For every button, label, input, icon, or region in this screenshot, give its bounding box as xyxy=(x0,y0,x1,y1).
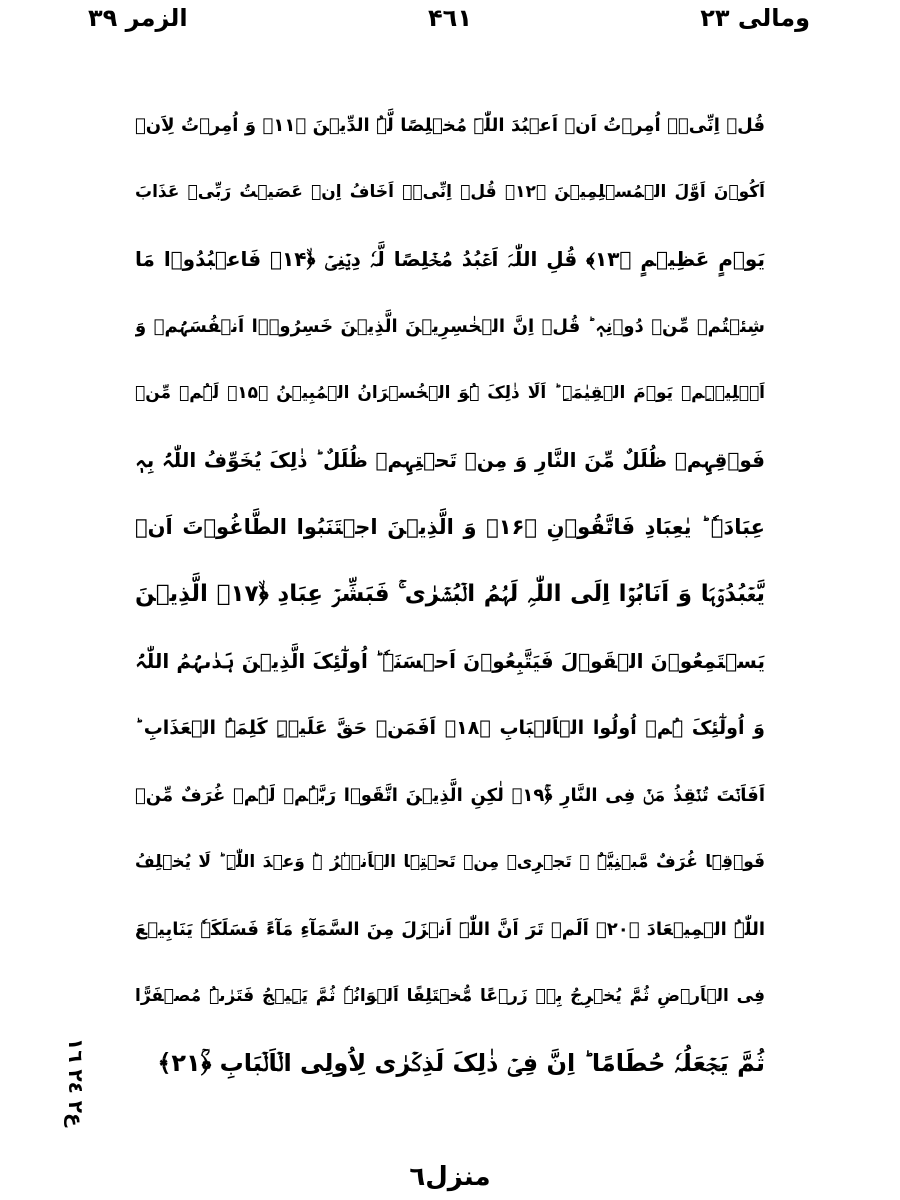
quran-text-block xyxy=(135,92,765,1097)
verse-line: وَ اُولٰٓئِکَ ہُمۡ اُولُوا الۡاَلۡبَابِ ﴿۱۸﴾ اَفَمَنۡ حَقَّ عَلَیۡہِ کَلِمَۃُ الۡعَذَابِ ؕ xyxy=(135,717,765,739)
verse-line: یَوۡمٍ عَظِیۡمٍ ﴿۱۳﴾ قُلِ اللّٰہَ اَعۡبُدُ مُخۡلِصًا لَّہٗ دِیۡنِیۡ ﴿ۙ۱۴﴾ فَاعۡبُدُوۡا مَا xyxy=(135,247,765,271)
verse-line: اللّٰہُ الۡمِیۡعَادَ ﴿۲۰﴾ اَلَمۡ تَرَ اَنَّ اللّٰہَ اَنۡزَلَ مِنَ السَّمَآءِ مَآءً فَسَلَکَہٗ یَنَابِیۡعَ xyxy=(135,919,765,940)
verse-line: یَسۡتَمِعُوۡنَ الۡقَوۡلَ فَیَتَّبِعُوۡنَ اَحۡسَنَہٗ ؕ اُولٰٓئِکَ الَّذِیۡنَ ہَدٰىہُمُ اللّٰہُ xyxy=(135,649,765,673)
verse-line: فَوۡقِہِمۡ ظُلَلٌ مِّنَ النَّارِ وَ مِنۡ تَحۡتِہِمۡ ظُلَلٌ ؕ ذٰلِکَ یُخَوِّفُ اللّٰہُ بِہٖ xyxy=(135,448,765,472)
verse-line: یَّعۡبُدُوۡہَا وَ اَنَابُوۡۤا اِلَی اللّٰہِ لَہُمُ الۡبُشۡرٰی ۚ فَبَشِّرۡ عِبَادِ ﴿ۙ۱۷﴾ الَّذِیۡنَ xyxy=(135,581,765,607)
manzil-footer: منزل٦ xyxy=(409,1162,491,1192)
ruku-marker: ع٢ ٢٤ ١٦ xyxy=(64,1038,88,1127)
verse-line: عِبَادَہٗ ؕ یٰعِبَادِ فَاتَّقُوۡنِ ﴿۱۶﴾ وَ الَّذِیۡنَ اجۡتَنَبُوا الطَّاغُوۡتَ اَنۡ xyxy=(135,515,765,539)
juz-name: ومالی ٢٣ xyxy=(700,4,810,32)
verse-line: اَہۡلِیۡہِمۡ یَوۡمَ الۡقِیٰمَۃِ ؕ اَلَا ذٰلِکَ ہُوَ الۡخُسۡرَانُ الۡمُبِیۡنُ ﴿۱۵﴾ لَہُمۡ مِّنۡ xyxy=(135,383,765,403)
page-number: ۴٦١ xyxy=(428,4,472,32)
verse-line: فَوۡقِہَا غُرَفٌ مَّبۡنِیَّۃٌ ۙ تَجۡرِیۡ مِنۡ تَحۡتِہَا الۡاَنۡہٰرُ ۬ؕ وَعۡدَ اللّٰہِ ؕ لَا یُخۡلِفُ xyxy=(135,852,765,872)
surah-name: الزمر ٣٩ xyxy=(88,4,188,32)
verse-line: اَکُوۡنَ اَوَّلَ الۡمُسۡلِمِیۡنَ ﴿۱۲﴾ قُلۡ اِنِّیۡۤ اَخَافُ اِنۡ عَصَیۡتُ رَبِّیۡ عَذَابَ xyxy=(135,182,765,202)
page-header xyxy=(0,4,900,40)
verse-line: شِئۡتُمۡ مِّنۡ دُوۡنِہٖ ؕ قُلۡ اِنَّ الۡخٰسِرِیۡنَ الَّذِیۡنَ خَسِرُوۡۤا اَنۡفُسَہُمۡ وَ xyxy=(135,316,765,337)
verse-line: فِی الۡاَرۡضِ ثُمَّ یُخۡرِجُ بِہٖ زَرۡعًا مُّخۡتَلِفًا اَلۡوَانُہٗ ثُمَّ یَہِیۡجُ فَتَرٰىہُ مُصۡفَرًّا xyxy=(135,986,765,1006)
verse-line: اَفَاَنۡتَ تُنۡقِذُ مَنۡ فِی النَّارِ ﴿ۚ۱۹﴾ لٰکِنِ الَّذِیۡنَ اتَّقَوۡا رَبَّہُمۡ لَہُمۡ غُرَفٌ مِّنۡ xyxy=(135,785,765,806)
verse-line: قُلۡ اِنِّیۡۤ اُمِرۡتُ اَنۡ اَعۡبُدَ اللّٰہَ مُخۡلِصًا لَّہُ الدِّیۡنَ ﴿۱۱﴾ وَ اُمِرۡتُ لِاَنۡ xyxy=(135,115,765,136)
verse-line: ثُمَّ یَجۡعَلُہٗ حُطَامًا ؕ اِنَّ فِیۡ ذٰلِکَ لَذِکۡرٰی لِاُولِی الۡاَلۡبَابِ ﴿ؒ۲۱﴾ xyxy=(157,1049,765,1077)
